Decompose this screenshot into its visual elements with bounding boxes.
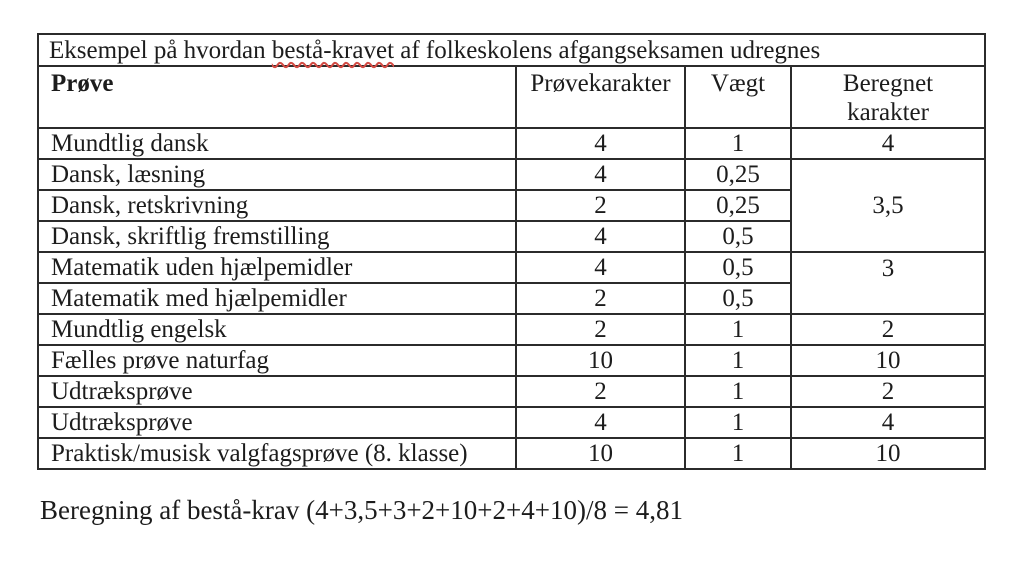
computed-grade-cell: 2 bbox=[791, 376, 985, 407]
exam-name-cell: Matematik med hjælpemidler bbox=[38, 283, 516, 314]
header-vaegt: Vægt bbox=[685, 66, 791, 128]
computed-grade-cell-merged: 3,5 bbox=[791, 159, 985, 252]
weight-cell: 0,5 bbox=[685, 252, 791, 283]
weight-cell: 1 bbox=[685, 345, 791, 376]
exam-grade-table bbox=[37, 33, 986, 470]
weight-cell: 0,5 bbox=[685, 221, 791, 252]
table-row bbox=[38, 252, 985, 283]
grade-cell: 2 bbox=[516, 190, 685, 221]
calculation-line: Beregning af bestå-krav (4+3,5+3+2+10+2+4+10)/8 = 4,81 bbox=[40, 495, 683, 525]
exam-name-cell: Matematik uden hjælpemidler bbox=[38, 252, 516, 283]
table-title bbox=[38, 34, 985, 66]
table-header-row bbox=[38, 66, 985, 128]
exam-name-cell: Praktisk/musisk valgfagsprøve (8. klasse) bbox=[38, 438, 516, 469]
exam-name-cell: Dansk, retskrivning bbox=[38, 190, 516, 221]
grade-cell: 10 bbox=[516, 345, 685, 376]
weight-cell: 1 bbox=[685, 128, 791, 159]
table-row bbox=[38, 376, 985, 407]
table-title-row bbox=[38, 34, 985, 66]
table-row bbox=[38, 128, 985, 159]
weight-cell: 1 bbox=[685, 376, 791, 407]
exam-name-cell: Udtræksprøve bbox=[38, 407, 516, 438]
header-prove: Prøve bbox=[38, 66, 516, 128]
header-provekarakter: Prøvekarakter bbox=[516, 66, 685, 128]
grade-cell: 4 bbox=[516, 407, 685, 438]
title-text-after: af folkeskolens afgangseksamen udregnes bbox=[394, 36, 821, 64]
exam-name-cell: Mundtlig engelsk bbox=[38, 314, 516, 345]
grade-cell: 10 bbox=[516, 438, 685, 469]
computed-grade-cell: 10 bbox=[791, 345, 985, 376]
grade-cell: 4 bbox=[516, 159, 685, 190]
title-spellcheck-word: bestå-kravet bbox=[271, 36, 395, 64]
exam-name-cell: Udtræksprøve bbox=[38, 376, 516, 407]
weight-cell: 1 bbox=[685, 407, 791, 438]
grade-cell: 4 bbox=[516, 128, 685, 159]
grade-cell: 4 bbox=[516, 221, 685, 252]
table-row bbox=[38, 407, 985, 438]
grade-cell: 4 bbox=[516, 252, 685, 283]
weight-cell: 0,25 bbox=[685, 159, 791, 190]
table-row bbox=[38, 345, 985, 376]
weight-cell: 0,5 bbox=[685, 283, 791, 314]
computed-grade-cell-merged: 3 bbox=[791, 252, 985, 314]
exam-name-cell: Dansk, skriftlig fremstilling bbox=[38, 221, 516, 252]
table-row bbox=[38, 159, 985, 190]
exam-name-cell: Dansk, læsning bbox=[38, 159, 516, 190]
table-row bbox=[38, 438, 985, 469]
computed-grade-cell: 2 bbox=[791, 314, 985, 345]
exam-name-cell: Fælles prøve naturfag bbox=[38, 345, 516, 376]
weight-cell: 1 bbox=[685, 438, 791, 469]
header-beregnet-karakter: Beregnet karakter bbox=[791, 66, 985, 128]
title-text-before: Eksempel på hvordan bbox=[49, 36, 272, 64]
computed-grade-cell: 4 bbox=[791, 407, 985, 438]
exam-name-cell: Mundtlig dansk bbox=[38, 128, 516, 159]
computed-grade-cell: 10 bbox=[791, 438, 985, 469]
weight-cell: 1 bbox=[685, 314, 791, 345]
grade-cell: 2 bbox=[516, 283, 685, 314]
grade-cell: 2 bbox=[516, 376, 685, 407]
weight-cell: 0,25 bbox=[685, 190, 791, 221]
computed-grade-cell: 4 bbox=[791, 128, 985, 159]
grade-cell: 2 bbox=[516, 314, 685, 345]
table-row bbox=[38, 314, 985, 345]
